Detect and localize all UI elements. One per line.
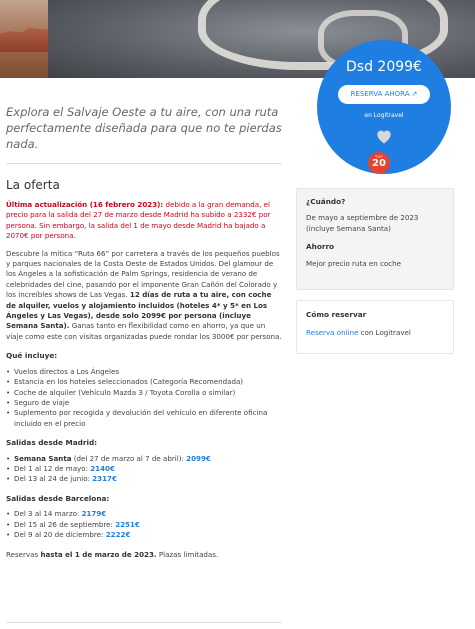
list-item: • Del 1 al 12 de mayo: 2140€ — [6, 464, 282, 474]
list-item: • Del 9 al 20 de diciembre: 2222€ — [6, 530, 282, 540]
intro-text: Explora el Salvaje Oeste a tu aire, con una ruta perfectamente diseñada para que no te pierdas nada. — [6, 105, 282, 151]
when-box — [296, 188, 454, 290]
description-paragraph: Descubre la mítica “Ruta 66” por carretera a través de los pequeños pueblos y parques nacionales de la Costa Oeste de Estados Unidos. Del glamour de los Ángeles a la sofisticación de Palm Springs, residencia de verano de celebridades del cine, pasando por el imponente Gran Cañón del Colorado y los increíbles shows de Las Vegas. 12 días de ruta a tu aire, con coche de alquiler, vuelos y alojamiento incluidos (hoteles 4* y 5* en Los Ángeles y Las Vegas), desde solo 2099€ por persona (incluye Semana Santa). Ganas tanto en flexibilidad como en ahorro, ya que un viaje como este con visitas organizadas puede rondar los 3000€ por persona. — [6, 248, 282, 341]
madrid-title: Salidas desde Madrid: — [6, 438, 98, 448]
how-text: Reserva online con Logitravel — [306, 328, 411, 338]
list-item: • Coche de alquiler (Vehículo Mazda 3 / Toyota Corolla o similar) — [6, 388, 282, 398]
barcelona-title: Salidas desde Barcelona: — [6, 493, 110, 503]
list-item: • Seguro de viaje — [6, 398, 282, 408]
desert-landscape — [0, 0, 48, 78]
divider — [6, 163, 282, 164]
list-item: • Semana Santa (del 27 de marzo al 7 de abril): 2099€ — [6, 454, 282, 464]
how-to-book-box — [296, 300, 454, 354]
how-title: Cómo reservar — [306, 310, 367, 319]
divider — [6, 622, 282, 623]
madrid-list — [6, 454, 282, 485]
top20-badge: TOP 20 — [368, 152, 390, 174]
price-label: Dsd 2099€ — [346, 59, 422, 75]
list-item: • Suplemento por recogida y devolución del vehículo en diferente oficina incluido en el precio — [6, 408, 282, 429]
provider-label: en Logitravel — [364, 112, 404, 119]
section-title: La oferta — [6, 178, 60, 192]
reserve-note: Reservas hasta el 1 de marzo de 2023. Plazas limitadas. — [6, 550, 219, 560]
reserve-now-label: RESERVA AHORA — [350, 90, 410, 98]
barcelona-list — [6, 509, 282, 540]
reserve-online-link[interactable]: Reserva online — [306, 328, 359, 338]
list-item: • Del 3 al 14 marzo: 2179€ — [6, 509, 282, 519]
reserve-now-button[interactable] — [338, 85, 430, 104]
when-value: De mayo a septiembre de 2023 (incluye Semana Santa) — [306, 213, 419, 233]
saving-title: Ahorro — [306, 242, 335, 252]
update-paragraph: Última actualización (16 febrero 2023): debido a la gran demanda, el precio para la salida del 27 de marzo desde Madrid ha subido a 2332€ por persona. Sin embargo, la salida del 1 de mayo desde Madrid ha bajado a 2070€ por persona. — [6, 200, 271, 241]
includes-title: Qué incluye: — [6, 351, 58, 361]
includes-list — [6, 367, 282, 429]
saving-value: Mejor precio ruta en coche — [306, 258, 401, 268]
offer-content — [6, 200, 282, 568]
heart-icon[interactable] — [374, 126, 394, 146]
external-link-icon: ↗ — [411, 90, 418, 98]
when-title: ¿Cuándo? — [306, 197, 346, 206]
list-item: • Estancia en los hoteles seleccionados (Categoría Recomendada) — [6, 377, 282, 387]
list-item: • Del 13 al 24 de junio: 2317€ — [6, 474, 282, 484]
list-item: • Vuelos directos a Los Ángeles — [6, 367, 282, 377]
list-item: • Del 15 al 26 de septiembre: 2251€ — [6, 520, 282, 530]
